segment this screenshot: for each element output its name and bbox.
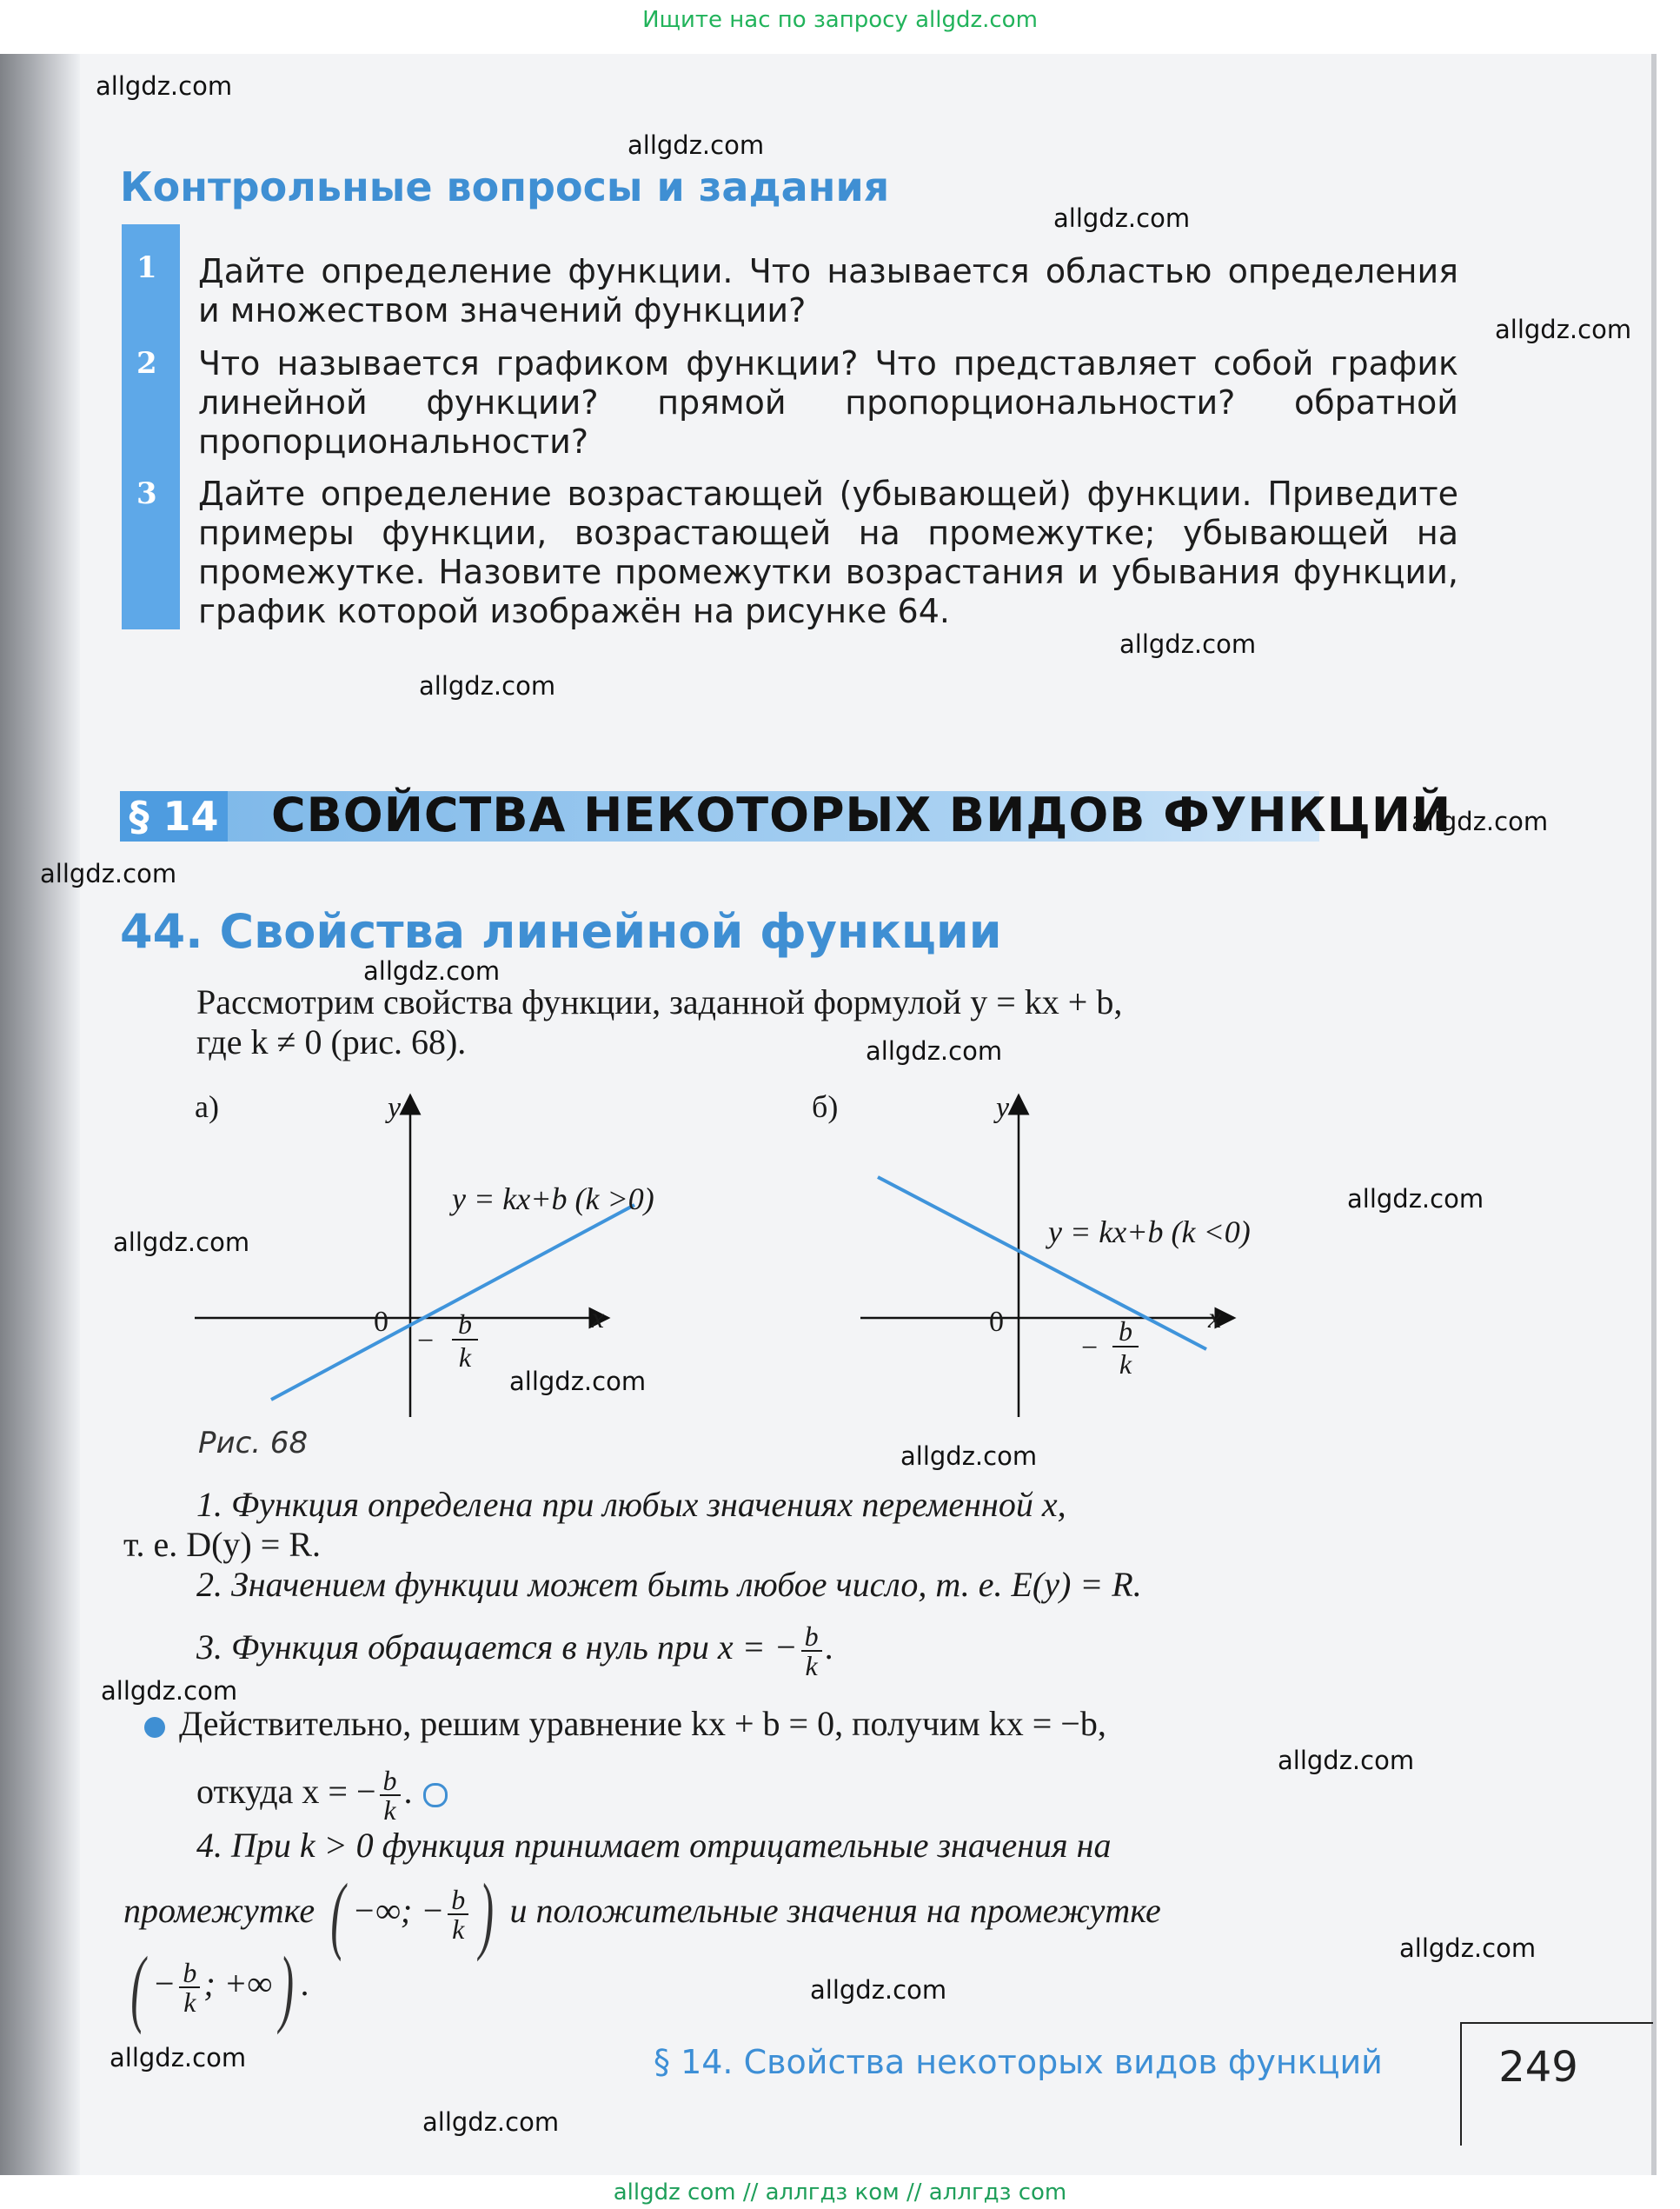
proof-start-bullet-icon <box>144 1717 165 1738</box>
question-number: 1 <box>136 250 157 285</box>
section-title: 44. Свойства линейной функции <box>120 904 1002 959</box>
watermark[interactable]: allgdz.com <box>1053 203 1191 233</box>
watermark[interactable]: allgdz.com <box>1119 629 1257 659</box>
review-title: Контрольные вопросы и задания <box>120 163 890 210</box>
fraction-numerator: b <box>452 1309 478 1341</box>
right-paren-icon: ) <box>279 1939 295 2035</box>
graph-formula: y = kx+b (k <0) <box>1048 1214 1251 1249</box>
property-4-text: и положительные значения на промежутке <box>509 1891 1161 1931</box>
proof-line <box>144 1704 1106 1744</box>
period: . <box>301 1964 310 2004</box>
property-2: 2. Значением функции может быть любое число, т. е. E(y) = R. <box>196 1565 1142 1604</box>
fraction-denominator: k <box>1119 1348 1132 1380</box>
fraction-denominator: k <box>383 1794 396 1826</box>
fraction-numerator: b <box>801 1622 822 1652</box>
left-paren-icon: ( <box>130 1939 145 2035</box>
proof-text: Действительно, решим уравнение kx + b = 0, получим kx = −b, <box>179 1704 1106 1743</box>
fraction-denominator: k <box>458 1341 472 1373</box>
axis-label-y: y <box>996 1092 1010 1124</box>
watermark[interactable]: allgdz.com <box>363 956 501 986</box>
watermark[interactable]: allgdz.com <box>40 859 177 888</box>
property-4-text: промежутке <box>123 1891 315 1931</box>
figure-caption: Рис. 68 <box>198 1426 309 1460</box>
watermark[interactable]: allgdz.com <box>419 671 556 701</box>
fraction-numerator: b <box>1112 1316 1139 1347</box>
proof-line <box>196 1767 448 1824</box>
watermark[interactable]: allgdz.com <box>628 130 765 160</box>
watermark[interactable]: allgdz.com <box>900 1441 1038 1471</box>
watermark[interactable]: allgdz.com <box>110 2043 247 2073</box>
origin-label: 0 <box>989 1306 1004 1338</box>
footer-links[interactable]: allgdz com // аллгдз ком // аллгдз com <box>613 2179 1067 2206</box>
question-text: Дайте определение возрастающей (убывающей) функции. Приведите примеры функции, возрастающей на промежутке; убывающей на промежутке. Назовите промежутки возрастания и убывания функции, график которой изображён на рисунке 64. <box>198 475 1458 630</box>
axis-label-x: x <box>1208 1302 1222 1334</box>
fraction <box>801 1622 822 1680</box>
watermark[interactable]: allgdz.com <box>422 2107 560 2137</box>
watermark[interactable]: allgdz.com <box>866 1036 1003 1066</box>
proof-end-ring-icon <box>423 1783 448 1807</box>
left-paren-icon: ( <box>330 1866 346 1962</box>
watermark[interactable]: allgdz.com <box>96 71 233 101</box>
property-3-text: 3. Функция обращается в нуль при x = − <box>196 1627 798 1667</box>
interval-text: ; +∞ <box>203 1964 273 2004</box>
watermark[interactable]: allgdz.com <box>1411 807 1549 836</box>
watermark[interactable]: allgdz.com <box>810 1975 947 2005</box>
running-head: § 14. Свойства некоторых видов функций <box>654 2043 1383 2081</box>
intro-line: где k ≠ 0 (рис. 68). <box>196 1022 467 1061</box>
paragraph-number: § 14 <box>120 791 228 842</box>
fraction-denominator: k <box>183 1986 196 2018</box>
watermark[interactable]: allgdz.com <box>1278 1746 1415 1775</box>
watermark[interactable]: allgdz.com <box>113 1228 250 1257</box>
decreasing-line <box>878 1177 1206 1349</box>
question-number: 2 <box>136 346 157 381</box>
fraction-numerator: b <box>380 1767 401 1796</box>
axis-label-y: y <box>388 1092 402 1124</box>
watermark[interactable]: allgdz.com <box>1347 1184 1484 1214</box>
property-4-interval-line <box>123 1939 310 2035</box>
question-text: Дайте определение функции. Что называется областью определения и множеством значений функции? <box>198 252 1458 329</box>
fraction <box>179 1959 200 2016</box>
book-spine-shadow <box>0 54 80 2175</box>
fraction <box>380 1767 401 1824</box>
origin-label: 0 <box>374 1306 388 1338</box>
watermark[interactable]: allgdz.com <box>509 1367 647 1396</box>
fraction-denominator: k <box>805 1650 818 1681</box>
page-number: 249 <box>1498 2043 1578 2092</box>
top-banner[interactable]: Ищите нас по запросу allgdz.com <box>642 7 1038 33</box>
fraction-numerator: b <box>179 1959 200 1988</box>
period: . <box>825 1627 834 1667</box>
question-number: 3 <box>136 476 157 511</box>
watermark[interactable]: allgdz.com <box>101 1676 238 1706</box>
axis-label-x: x <box>591 1302 605 1334</box>
figure-label-b: б) <box>812 1089 839 1124</box>
page-edge <box>1651 54 1657 2175</box>
watermark[interactable]: allgdz.com <box>1399 1933 1537 1963</box>
property-4: 4. При k > 0 функция принимает отрицательные значения на <box>196 1826 1112 1865</box>
intro-line: Рассмотрим свойства функции, заданной формулой y = kx + b, <box>196 982 1123 1021</box>
interval-text: −∞; − <box>352 1891 445 1931</box>
property-1-cont: т. е. D(y) = R. <box>123 1525 321 1564</box>
question-text: Что называется графиком функции? Что представляет собой график линейной функции? прямой пропорциональности? обратной пропорциональности? <box>198 344 1458 461</box>
graph-formula: y = kx+b (k >0) <box>452 1181 654 1216</box>
minus-sign: − <box>152 1964 176 2004</box>
period: . <box>403 1772 413 1812</box>
minus-sign: − <box>417 1325 435 1357</box>
fraction-numerator: b <box>448 1886 468 1915</box>
right-paren-icon: ) <box>479 1866 495 1962</box>
property-3 <box>196 1622 834 1680</box>
figure-label-a: а) <box>195 1089 219 1124</box>
watermark[interactable]: allgdz.com <box>1495 315 1632 344</box>
fraction <box>448 1886 468 1943</box>
fraction-denominator: k <box>452 1913 465 1945</box>
paragraph-title: СВОЙСТВА НЕКОТОРЫХ ВИДОВ ФУНКЦИЙ <box>271 788 1452 842</box>
property-1: 1. Функция определена при любых значениях переменной x, <box>196 1485 1066 1524</box>
proof-text: откуда x = − <box>196 1772 376 1812</box>
minus-sign: − <box>1081 1332 1099 1364</box>
